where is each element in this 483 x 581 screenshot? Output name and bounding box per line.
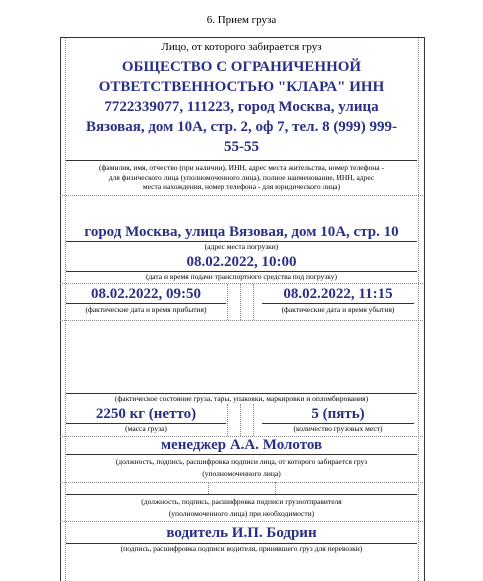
sender-line: 55-55 (224, 139, 259, 155)
column-divider (240, 284, 241, 320)
frame-top-border (60, 37, 425, 38)
sender-signatory-rule (66, 454, 417, 455)
actual-arrival-rule (66, 303, 226, 304)
column-divider (275, 482, 276, 494)
caption-line: (уполномоченного лица) при необходимости) (168, 509, 315, 518)
cargo-mass-caption: (масса груза) (125, 424, 167, 433)
sender-line: ОТВЕТСТВЕННОСТЬЮ "КЛАРА" ИНН (98, 79, 385, 95)
driver-value: водитель И.П. Бодрин (166, 525, 317, 541)
section-title: 6. Прием груза (206, 14, 277, 26)
sender-line: 7722339077, 111223, город Москва, улица (104, 99, 379, 115)
actual-departure-value: 08.02.2022, 11:15 (283, 286, 393, 302)
caption-line: (фамилия, имя, отчество (при наличии), ИНН, адрес места жительства, номер телефона - (99, 163, 384, 172)
actual-arrival-caption: (фактические дата и время прибытия) (85, 305, 207, 314)
actual-departure-rule (262, 303, 414, 304)
section-heading: Лицо, от которого забирается груз (161, 41, 322, 53)
row-divider (60, 195, 423, 196)
column-divider (253, 404, 254, 436)
caption-line: места нахождения, номер телефона - для юридического лица) (142, 182, 341, 191)
cargo-places-value: 5 (пять) (311, 406, 365, 422)
row-divider (60, 482, 423, 483)
sender-line: ОБЩЕСТВО С ОГРАНИЧЕННОЙ (121, 59, 362, 75)
actual-departure-caption: (фактические дата и время убытия) (281, 305, 395, 314)
sender-value (66, 57, 417, 157)
cargo-mass-value: 2250 кг (нетто) (95, 406, 197, 422)
driver-caption: (подпись, расшифровка подписи водителя, принявшего груз для перевозки) (120, 544, 363, 553)
shipper-signatory-caption (66, 496, 417, 520)
column-divider (227, 284, 228, 320)
vehicle-arrival-value: 08.02.2022, 10:00 (186, 254, 297, 270)
row-divider (60, 521, 423, 522)
sender-signatory-value: менеджер А.А. Молотов (160, 437, 323, 453)
sender-line: Вязовая, дом 10А, стр. 2, оф 7, тел. 8 (999) 999- (85, 119, 398, 135)
caption-line: (должность, подпись, расшифровка подписи лица, от которого забирается груз (115, 457, 368, 466)
column-divider (240, 404, 241, 436)
vehicle-arrival-caption: (дата и время подачи транспортного средства под погрузку) (145, 272, 338, 281)
column-divider (227, 404, 228, 436)
caption-line: для физического лица (уполномоченного лица), полное наименование, ИНН, адрес (108, 172, 375, 182)
column-divider (208, 482, 209, 494)
caption-line: (уполномоченного лица) (202, 469, 281, 478)
shipper-signatory-rule (66, 494, 417, 495)
sender-rule (66, 160, 417, 161)
row-divider (60, 320, 423, 321)
cargo-state-caption: (фактическое состояние груза, тары, упаковки, маркировки и опломбирования) (114, 394, 369, 403)
column-divider (253, 284, 254, 320)
actual-arrival-value: 08.02.2022, 09:50 (91, 286, 201, 302)
sender-signatory-caption (66, 456, 417, 480)
loading-address-value: город Москва, улица Вязовая, дом 10А, стр. 10 (84, 224, 399, 240)
caption-line: (должность, подпись, расшифровка подписи грузоотправителя (141, 497, 342, 506)
sender-caption (66, 163, 417, 192)
frame-inner-right (418, 38, 419, 581)
cargo-places-caption: (количество грузовых мест) (293, 424, 383, 433)
loading-address-caption: (адрес места погрузки) (204, 242, 279, 251)
